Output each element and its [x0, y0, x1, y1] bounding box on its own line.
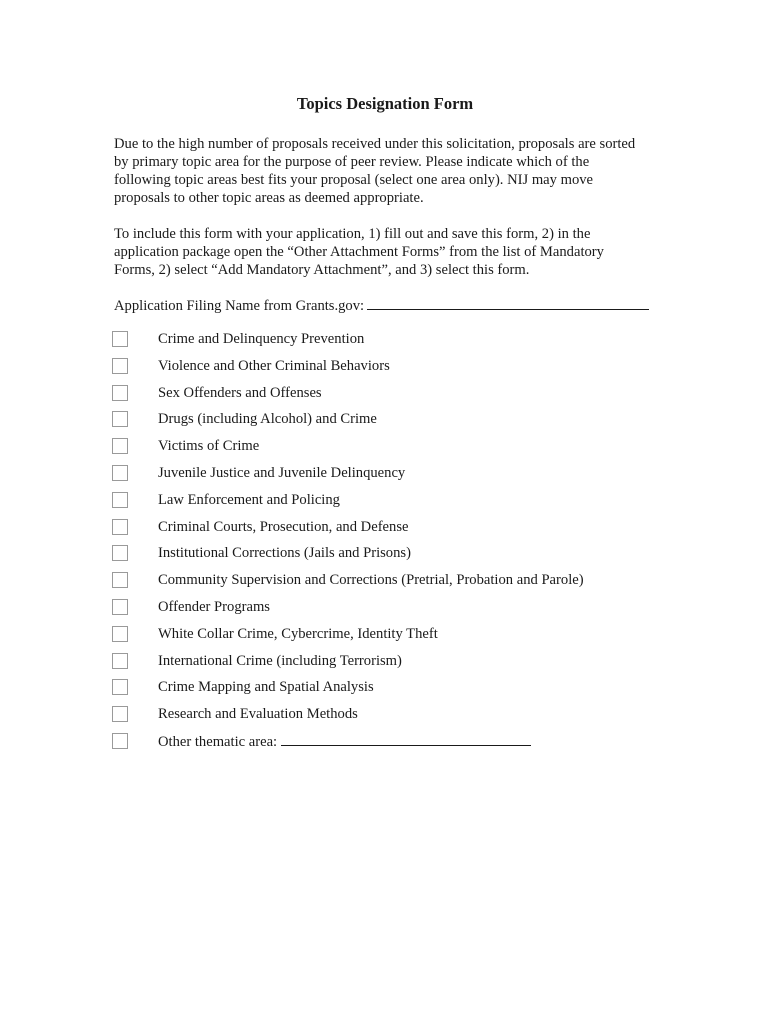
topic-list [112, 330, 672, 759]
topic-label: Offender Programs [158, 598, 270, 615]
instruction-line: application package open the “Other Attachment Forms” from the list of Mandatory [114, 244, 604, 260]
filing-name-row [114, 296, 649, 315]
topic-label: Law Enforcement and Policing [158, 491, 340, 508]
filing-name-field[interactable] [367, 296, 649, 310]
instruction-paragraph [114, 225, 674, 279]
filing-name-label: Application Filing Name from Grants.gov: [114, 298, 365, 314]
topic-item [112, 678, 672, 705]
topic-checkbox[interactable] [112, 653, 128, 669]
topic-checkbox[interactable] [112, 411, 128, 427]
topic-item [112, 410, 672, 437]
topic-item [112, 464, 672, 491]
instruction-line: To include this form with your application, 1) fill out and save this form, 2) in the [114, 226, 591, 242]
intro-line: Due to the high number of proposals received under this solicitation, proposals are sorted [114, 136, 636, 152]
topic-item [112, 571, 672, 598]
topic-checkbox[interactable] [112, 358, 128, 374]
topic-checkbox[interactable] [112, 679, 128, 695]
topic-label: Crime and Delinquency Prevention [158, 331, 365, 347]
topic-checkbox[interactable] [112, 706, 128, 722]
topic-label: Drugs (including Alcohol) and Crime [158, 411, 377, 428]
topic-checkbox[interactable] [112, 572, 128, 588]
intro-paragraph [114, 135, 674, 207]
topic-checkbox[interactable] [112, 545, 128, 561]
topic-checkbox[interactable] [112, 465, 128, 481]
topic-label: Sex Offenders and Offenses [158, 384, 322, 401]
topic-checkbox[interactable] [112, 385, 128, 401]
topic-checkbox[interactable] [112, 626, 128, 642]
form-title: Topics Designation Form [296, 94, 474, 113]
topic-item [112, 437, 672, 464]
topic-label-other [158, 732, 531, 751]
topic-item [112, 705, 672, 732]
topic-label: Crime Mapping and Spatial Analysis [158, 679, 374, 696]
topic-label: International Crime (including Terrorism) [158, 652, 402, 669]
topic-label: Criminal Courts, Prosecution, and Defense [158, 518, 409, 535]
intro-line: by primary topic area for the purpose of peer review. Please indicate which of the [114, 154, 590, 170]
topic-item [112, 518, 672, 545]
topic-label: Community Supervision and Corrections (Pretrial, Probation and Parole) [158, 572, 584, 589]
topic-item [112, 330, 672, 357]
topic-item [112, 491, 672, 518]
topic-label: Research and Evaluation Methods [158, 706, 358, 723]
topic-checkbox[interactable] [112, 519, 128, 535]
topic-item-other [112, 732, 672, 759]
intro-line: following topic areas best fits your proposal (select one area only). NIJ may move [114, 172, 594, 188]
topic-item [112, 357, 672, 384]
topic-label: Juvenile Justice and Juvenile Delinquency [158, 464, 406, 481]
topic-label: Violence and Other Criminal Behaviors [158, 357, 390, 374]
topic-checkbox[interactable] [112, 438, 128, 454]
intro-line: proposals to other topic areas as deemed appropriate. [114, 190, 424, 206]
topic-label: Victims of Crime [158, 438, 260, 455]
topic-label: White Collar Crime, Cybercrime, Identity Theft [158, 625, 438, 642]
topic-checkbox[interactable] [112, 331, 128, 347]
other-area-field[interactable] [281, 732, 531, 746]
topic-item [112, 652, 672, 679]
instruction-line: Forms, 2) select “Add Mandatory Attachment”, and 3) select this form. [114, 262, 530, 278]
topic-checkbox[interactable] [112, 492, 128, 508]
topic-item [112, 544, 672, 571]
topic-label: Institutional Corrections (Jails and Prisons) [158, 545, 411, 562]
topic-item [112, 598, 672, 625]
topic-item [112, 384, 672, 411]
other-area-label: Other thematic area: [158, 733, 278, 750]
topic-checkbox[interactable] [112, 733, 128, 749]
topic-checkbox[interactable] [112, 599, 128, 615]
topic-item [112, 625, 672, 652]
